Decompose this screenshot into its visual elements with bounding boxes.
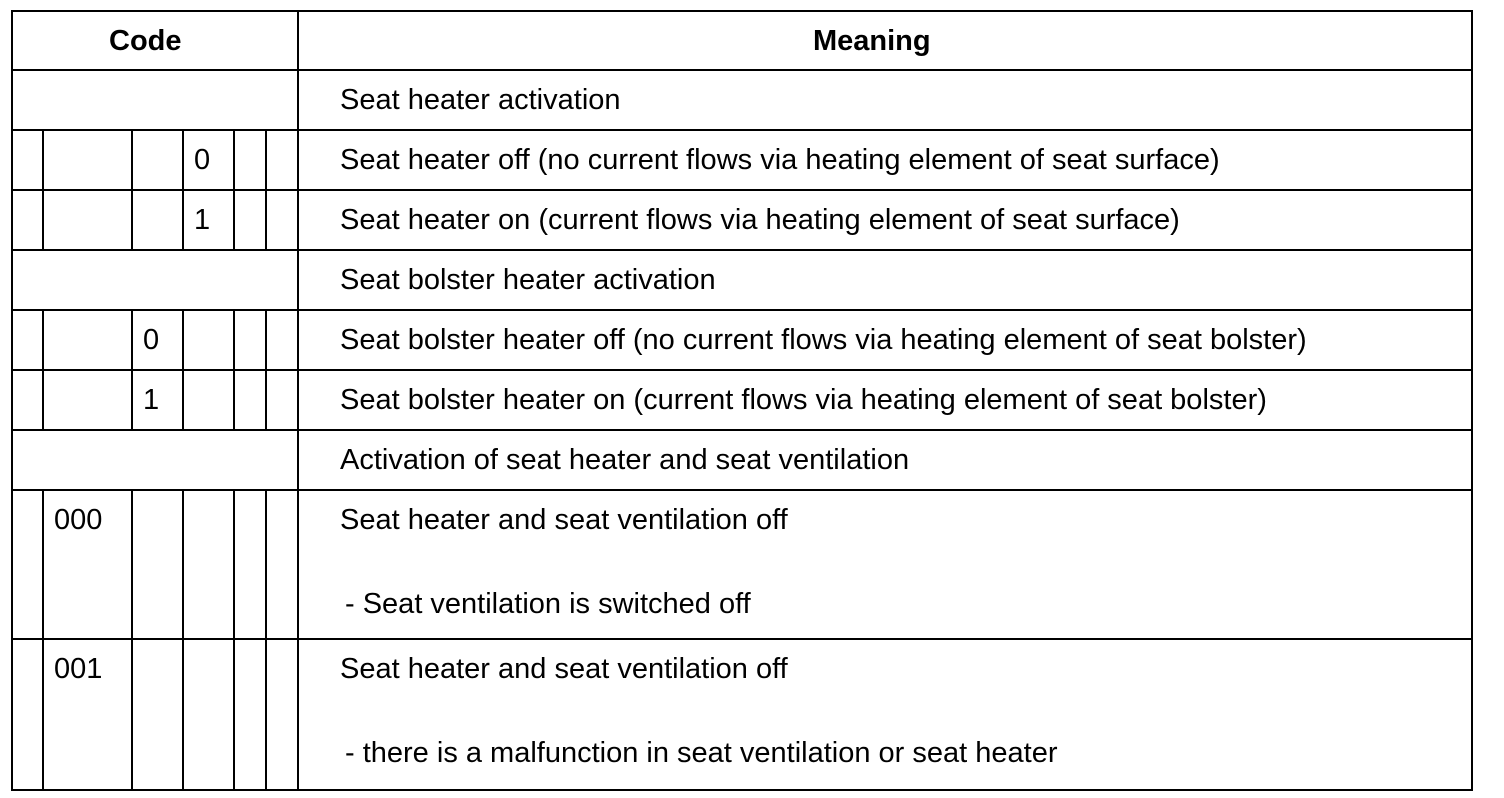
meaning-cell: Seat heater and seat ventilation off bbox=[340, 653, 788, 685]
meaning-cell: Activation of seat heater and seat ventilation bbox=[340, 444, 910, 476]
code-cell: 001 bbox=[54, 653, 103, 685]
code-subcolumn-line bbox=[265, 129, 267, 249]
code-subcolumn-line bbox=[182, 129, 184, 249]
code-subcolumn-line bbox=[131, 489, 133, 789]
header-code: Code bbox=[109, 25, 182, 57]
code-subcolumn-line bbox=[182, 309, 184, 429]
meaning-cell: Seat bolster heater off (no current flows via heating element of seat bolster) bbox=[340, 324, 1307, 356]
meaning-cell: Seat heater and seat ventilation off bbox=[340, 504, 788, 536]
code-subcolumn-line bbox=[233, 129, 235, 249]
code-cell: 1 bbox=[194, 204, 211, 236]
row-divider bbox=[13, 189, 1471, 191]
meaning-detail: - there is a malfunction in seat ventilation or seat heater bbox=[345, 737, 1058, 769]
meaning-cell: Seat heater activation bbox=[340, 84, 621, 116]
row-divider bbox=[13, 249, 1471, 251]
meaning-cell: Seat heater on (current flows via heating element of seat surface) bbox=[340, 204, 1180, 236]
row-divider bbox=[13, 369, 1471, 371]
code-subcolumn-line bbox=[42, 129, 44, 249]
row-divider bbox=[13, 489, 1471, 491]
row-divider bbox=[13, 129, 1471, 131]
code-subcolumn-line bbox=[42, 309, 44, 429]
code-subcolumn-line bbox=[233, 309, 235, 429]
code-subcolumn-line bbox=[131, 309, 133, 429]
code-cell: 0 bbox=[194, 144, 211, 176]
column-divider-main bbox=[297, 12, 299, 789]
row-divider bbox=[13, 309, 1471, 311]
header-meaning: Meaning bbox=[813, 25, 931, 57]
code-subcolumn-line bbox=[233, 489, 235, 789]
code-cell: 1 bbox=[143, 384, 160, 416]
code-cell: 000 bbox=[54, 504, 103, 536]
code-cell: 0 bbox=[143, 324, 160, 356]
code-subcolumn-line bbox=[42, 489, 44, 789]
code-subcolumn-line bbox=[131, 129, 133, 249]
code-meaning-table bbox=[11, 10, 1473, 791]
meaning-cell: Seat bolster heater on (current flows via heating element of seat bolster) bbox=[340, 384, 1267, 416]
meaning-detail: - Seat ventilation is switched off bbox=[345, 588, 751, 620]
row-divider bbox=[13, 69, 1471, 71]
meaning-cell: Seat heater off (no current flows via heating element of seat surface) bbox=[340, 144, 1220, 176]
code-subcolumn-line bbox=[265, 489, 267, 789]
meaning-cell: Seat bolster heater activation bbox=[340, 264, 716, 296]
code-subcolumn-line bbox=[265, 309, 267, 429]
row-divider bbox=[13, 638, 1471, 640]
code-subcolumn-line bbox=[182, 489, 184, 789]
row-divider bbox=[13, 429, 1471, 431]
